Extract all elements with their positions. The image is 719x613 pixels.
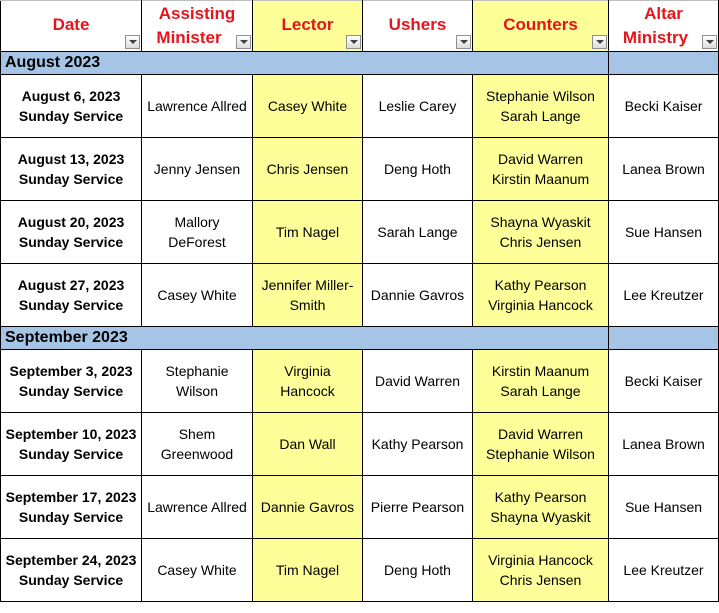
service-type: Sunday Service (18, 383, 124, 399)
counters-cell[interactable] (473, 413, 609, 476)
altar-ministry-cell[interactable] (609, 201, 719, 264)
altar-ministry-cell[interactable] (609, 350, 719, 413)
ushers-cell-line: Deng Hoth (384, 161, 451, 177)
counters-cell-line: Shayna Wyaskit (490, 214, 591, 230)
assisting-minister-cell-line: Greenwood (160, 446, 234, 462)
service-date: September 10, 2023 (5, 426, 137, 442)
month-label: September 2023 (1, 327, 609, 350)
lector-cell-line: Virginia (284, 363, 331, 379)
month-label: August 2023 (1, 52, 609, 75)
lector-cell-line: Dan Wall (279, 436, 336, 452)
assisting-minister-cell[interactable] (142, 264, 253, 327)
header-ushers-label: Ushers (388, 15, 447, 34)
ushers-cell[interactable] (363, 75, 473, 138)
assisting-minister-cell-line: Casey White (157, 562, 237, 578)
header-date (1, 1, 142, 52)
counters-cell-line: Virginia Hancock (488, 297, 593, 313)
assisting-minister-cell-line: Lawrence Allred (147, 98, 247, 114)
date-cell[interactable] (1, 201, 142, 264)
ushers-cell[interactable] (363, 350, 473, 413)
assisting-minister-cell-line: Jenny Jensen (153, 161, 241, 177)
ushers-cell[interactable] (363, 264, 473, 327)
date-cell[interactable] (1, 264, 142, 327)
service-date: September 24, 2023 (5, 552, 137, 568)
month-band-cell (609, 52, 719, 75)
lector-cell-line: Dannie Gavros (260, 499, 355, 515)
date-cell[interactable] (1, 476, 142, 539)
assisting-minister-cell-line: Lawrence Allred (147, 499, 247, 515)
assisting-minister-cell[interactable] (142, 75, 253, 138)
header-assisting-line1: Assisting (158, 4, 236, 23)
service-date: August 20, 2023 (17, 214, 125, 230)
table-row (1, 539, 719, 602)
assisting-minister-cell-line: Shem (178, 426, 216, 442)
header-altar-ministry (609, 1, 719, 52)
lector-cell-line: Hancock (280, 383, 335, 399)
service-type: Sunday Service (18, 446, 124, 462)
table-row (1, 75, 719, 138)
counters-cell-line: David Warren (497, 151, 584, 167)
table-row (1, 413, 719, 476)
ushers-cell-line: Pierre Pearson (370, 499, 465, 515)
counters-cell-line: Kirstin Maanum (491, 363, 590, 379)
service-date: August 6, 2023 (21, 88, 121, 104)
counters-cell-line: Stephanie Wilson (486, 88, 595, 104)
altar-ministry-cell[interactable] (609, 476, 719, 539)
ushers-cell[interactable] (363, 138, 473, 201)
ushers-cell-line: Leslie Carey (378, 98, 457, 114)
lector-cell[interactable] (253, 264, 363, 327)
date-cell[interactable] (1, 75, 142, 138)
header-lector (253, 1, 363, 52)
altar-ministry-cell[interactable] (609, 138, 719, 201)
assisting-minister-cell[interactable] (142, 413, 253, 476)
service-type: Sunday Service (18, 171, 124, 187)
counters-cell[interactable] (473, 539, 609, 602)
assisting-minister-cell[interactable] (142, 476, 253, 539)
service-type: Sunday Service (18, 234, 124, 250)
header-assisting-line2: Minister (156, 28, 222, 47)
assisting-minister-cell-line: Wilson (175, 383, 218, 399)
date-cell[interactable] (1, 413, 142, 476)
table-row (1, 476, 719, 539)
counters-cell-line: Shayna Wyaskit (490, 509, 591, 525)
ushers-cell[interactable] (363, 539, 473, 602)
altar-ministry-cell-line: Sue Hansen (624, 224, 703, 240)
filter-dropdown-icon[interactable] (592, 35, 607, 49)
filter-dropdown-icon[interactable] (236, 35, 251, 49)
counters-cell-line: Stephanie Wilson (486, 446, 595, 462)
date-cell[interactable] (1, 138, 142, 201)
date-cell[interactable] (1, 539, 142, 602)
service-date: August 13, 2023 (17, 151, 125, 167)
counters-cell[interactable] (473, 264, 609, 327)
assisting-minister-cell-line: Casey White (157, 287, 237, 303)
altar-ministry-cell[interactable] (609, 413, 719, 476)
counters-cell-line: David Warren (497, 426, 584, 442)
counters-cell[interactable] (473, 201, 609, 264)
counters-cell-line: Kathy Pearson (494, 277, 587, 293)
ushers-cell-line: Deng Hoth (384, 562, 451, 578)
counters-cell[interactable] (473, 350, 609, 413)
lector-cell[interactable] (253, 350, 363, 413)
table-row (1, 350, 719, 413)
lector-cell-line: Tim Nagel (275, 562, 340, 578)
lector-cell[interactable] (253, 75, 363, 138)
table-row (1, 201, 719, 264)
lector-cell-line: Tim Nagel (275, 224, 340, 240)
assisting-minister-cell-line: Stephanie (165, 363, 229, 379)
lector-cell[interactable] (253, 476, 363, 539)
filter-dropdown-icon[interactable] (125, 35, 140, 49)
ushers-cell-line: David Warren (374, 373, 461, 389)
counters-cell-line: Chris Jensen (499, 234, 582, 250)
counters-cell[interactable] (473, 476, 609, 539)
ushers-cell[interactable] (363, 476, 473, 539)
altar-ministry-cell[interactable] (609, 75, 719, 138)
counters-cell[interactable] (473, 75, 609, 138)
lector-cell-line: Jennifer Miller- (261, 277, 354, 293)
counters-cell[interactable] (473, 138, 609, 201)
counters-cell-line: Kirstin Maanum (491, 171, 590, 187)
lector-cell-line: Smith (289, 297, 326, 313)
altar-ministry-cell[interactable] (609, 539, 719, 602)
altar-ministry-cell-line: Sue Hansen (624, 499, 703, 515)
month-group-row (1, 52, 719, 75)
header-assisting-minister (142, 1, 253, 52)
assisting-minister-cell[interactable] (142, 539, 253, 602)
lector-cell[interactable] (253, 413, 363, 476)
ushers-cell-line: Dannie Gavros (370, 287, 465, 303)
header-counters (473, 1, 609, 52)
filter-dropdown-icon[interactable] (456, 35, 471, 49)
altar-ministry-cell-line: Lee Kreutzer (623, 562, 704, 578)
header-altar-line2: Ministry (622, 28, 689, 47)
date-cell[interactable] (1, 350, 142, 413)
lector-cell[interactable] (253, 201, 363, 264)
filter-dropdown-icon[interactable] (702, 35, 717, 49)
header-ushers (363, 1, 473, 52)
header-altar-line1: Altar (644, 4, 683, 23)
header-date-label: Date (52, 15, 90, 34)
ushers-cell[interactable] (363, 413, 473, 476)
lector-cell-line: Casey White (267, 98, 348, 114)
table-row (1, 264, 719, 327)
month-group-row (1, 327, 719, 350)
assisting-minister-cell[interactable] (142, 350, 253, 413)
service-date: September 17, 2023 (5, 489, 137, 505)
service-date: September 3, 2023 (9, 363, 133, 379)
schedule-body (1, 52, 719, 602)
ushers-cell[interactable] (363, 201, 473, 264)
counters-cell-line: Sarah Lange (500, 383, 581, 399)
service-date: August 27, 2023 (17, 277, 125, 293)
counters-cell-line: Sarah Lange (500, 108, 581, 124)
assisting-minister-cell[interactable] (142, 138, 253, 201)
altar-ministry-cell-line: Lanea Brown (622, 436, 705, 452)
filter-dropdown-icon[interactable] (346, 35, 361, 49)
header-lector-label: Lector (281, 15, 334, 34)
assisting-minister-cell-line: Mallory (174, 214, 220, 230)
counters-cell-line: Virginia Hancock (488, 552, 593, 568)
service-type: Sunday Service (18, 297, 124, 313)
ushers-cell-line: Sarah Lange (377, 224, 458, 240)
service-type: Sunday Service (18, 572, 124, 588)
counters-cell-line: Kathy Pearson (494, 489, 587, 505)
month-band-cell (609, 327, 719, 350)
counters-cell-line: Chris Jensen (499, 572, 582, 588)
lector-cell-line: Chris Jensen (266, 161, 349, 177)
lector-cell[interactable] (253, 138, 363, 201)
lector-cell[interactable] (253, 539, 363, 602)
altar-ministry-cell-line: Becki Kaiser (624, 98, 703, 114)
altar-ministry-cell[interactable] (609, 264, 719, 327)
assisting-minister-cell-line: DeForest (168, 234, 226, 250)
service-type: Sunday Service (18, 108, 124, 124)
assisting-minister-cell[interactable] (142, 201, 253, 264)
header-row (1, 1, 719, 52)
altar-ministry-cell-line: Lanea Brown (622, 161, 705, 177)
header-counters-label: Counters (503, 15, 578, 34)
ushers-cell-line: Kathy Pearson (371, 436, 464, 452)
altar-ministry-cell-line: Lee Kreutzer (623, 287, 704, 303)
table-row (1, 138, 719, 201)
altar-ministry-cell-line: Becki Kaiser (624, 373, 703, 389)
service-type: Sunday Service (18, 509, 124, 525)
